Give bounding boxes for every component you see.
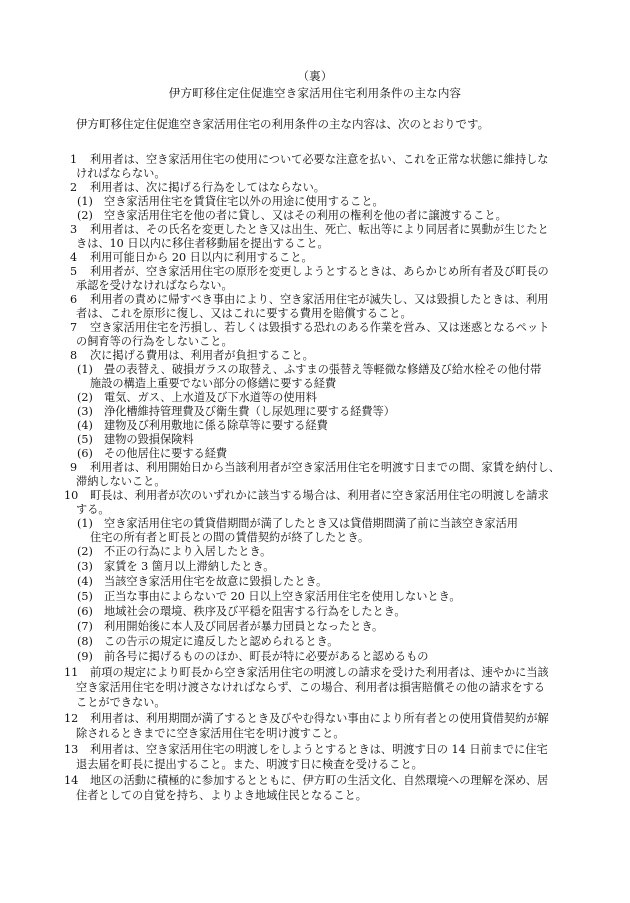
item-12-line-1: 利用者は、利用期間が満了するとき及びやむ得ない事由により所有者との使用貸借契約が解 (90, 712, 549, 725)
item-8-6-number: (6) (77, 447, 93, 460)
item-2-1-line-1: 空き家活用住宅を賃貸住宅以外の用途に使用すること。 (104, 195, 384, 208)
item-4-number: 4 (70, 251, 78, 264)
item-10-7-number: (7) (77, 620, 93, 633)
item-10-5-line-1: 正当な事由によらないで 20 日以上空き家活用住宅を使用しないとき。 (104, 590, 461, 603)
item-2-2-number: (2) (77, 209, 93, 222)
item-10-2-line-1: 不正の行為により入居したとき。 (104, 545, 272, 558)
item-11-line-2: 空き家活用住宅を明け渡さなければならず、この場合、利用者は損害賠償その他の請求をする (76, 681, 545, 694)
item-11-number: 11 (64, 666, 79, 679)
item-8-number: 8 (70, 349, 78, 362)
item-9-number: 9 (70, 461, 78, 474)
item-2-1-number: (1) (77, 195, 93, 208)
item-10-4-line-1: 当該空き家活用住宅を故意に毀損したとき。 (104, 575, 328, 588)
item-10-7-line-1: 利用開始後に本人及び同居者が暴力団員となったとき。 (104, 620, 384, 633)
item-8-4-number: (4) (77, 419, 93, 432)
item-5-number: 5 (70, 265, 78, 278)
back-side-label: （裏） (297, 69, 333, 83)
item-8-2-number: (2) (77, 391, 93, 404)
item-8-5-number: (5) (77, 433, 93, 446)
item-8-line-1: 次に掲げる費用は、利用者が負担すること。 (90, 349, 314, 362)
item-3-line-2: きは、10 日以内に移住者移動届を提出すること。 (76, 237, 329, 250)
item-10-1-line-2: 住宅の所有者と町長との間の賃借契約が終了したとき。 (90, 531, 370, 544)
item-11-line-1: 前項の規定により町長から空き家活用住宅の明渡しの請求を受けた利用者は、速やかに当該 (90, 666, 549, 679)
item-10-3-number: (3) (77, 560, 93, 573)
item-12-line-2: 除されるときまでに空き家活用住宅を明け渡すこと。 (76, 727, 345, 740)
item-1-line-1: 利用者は、空き家活用住宅の使用について必要な注意を払い、これを正常な状態に維持しな (90, 153, 549, 166)
page-title: 伊方町移住定住促進空き家活用住宅利用条件の主な内容 (168, 86, 462, 100)
item-8-5-line-1: 建物の毀損保険料 (104, 433, 194, 446)
item-10-8-number: (8) (77, 635, 93, 648)
item-8-1-line-2: 施設の構造上重要でない部分の修繕に要する経費 (90, 377, 337, 390)
item-1-number: 1 (70, 153, 78, 166)
item-10-number: 10 (64, 489, 79, 502)
item-14-line-2: 住者としての自覚を持ち、よりよき地域住民となること。 (76, 789, 367, 802)
item-2-2-line-1: 空き家活用住宅を他の者に貸し、又はその利用の権利を他の者に譲渡すること。 (104, 209, 507, 222)
item-3-number: 3 (70, 223, 78, 236)
item-10-line-1: 町長は、利用者が次のいずれかに該当する場合は、利用者に空き家活用住宅の明渡しを請求 (90, 489, 549, 502)
item-8-3-number: (3) (77, 405, 93, 418)
item-3-line-1: 利用者は、その氏名を変更したとき又は出生、死亡、転出等により同居者に異動が生じたと (90, 223, 549, 236)
item-12-number: 12 (64, 712, 79, 725)
item-10-2-number: (2) (77, 545, 93, 558)
item-11-line-3: ことができない。 (76, 696, 166, 709)
item-7-line-1: 空き家活用住宅を汚損し、若しくは毀損する恐れのある作業を営み、又は迷惑となるペット (90, 321, 550, 334)
item-14-line-1: 地区の活動に積極的に参加するとともに、伊方町の生活文化、自然環境への理解を深め、居 (90, 774, 549, 787)
item-1-line-2: ければならない。 (76, 167, 166, 180)
intro-paragraph: 伊方町移住定住促進空き家活用住宅の利用条件の主な内容は、次のとおりです。 (76, 117, 490, 131)
item-13-line-2: 退去届を町長に提出すること。また、明渡す日に検査を受けること。 (76, 758, 423, 771)
item-7-number: 7 (70, 321, 78, 334)
item-10-8-line-1: この告示の規定に違反したと認められるとき。 (104, 635, 339, 648)
item-8-6-line-1: その他居住に要する経費 (104, 447, 228, 460)
item-10-3-line-1: 家賃を 3 箇月以上滞納したとき。 (104, 560, 275, 573)
item-5-line-2: 承認を受けなければならない。 (76, 279, 233, 292)
item-10-5-number: (5) (77, 590, 93, 603)
item-13-number: 13 (64, 743, 79, 756)
item-13-line-1: 利用者は、空き家活用住宅の明渡しをしようとするときは、明渡す日の 14 日前までに住宅 (90, 743, 548, 756)
item-10-4-number: (4) (77, 575, 93, 588)
item-9-line-1: 利用者は、利用開始日から当該利用者が空き家活用住宅を明渡す日までの間、家賃を納付し、 (90, 461, 560, 474)
item-6-line-2: 者は、これを原形に復し、又はこれに要する費用を賠償すること。 (76, 307, 412, 320)
item-8-4-line-1: 建物及び利用敷地に係る除草等に要する経費 (104, 419, 328, 432)
item-14-number: 14 (64, 774, 79, 787)
item-8-1-number: (1) (77, 363, 93, 376)
item-10-6-number: (6) (77, 605, 93, 618)
item-6-number: 6 (70, 293, 78, 306)
item-10-6-line-1: 地域社会の環境、秩序及び平穏を阻害する行為をしたとき。 (104, 605, 406, 618)
item-6-line-1: 利用者の責めに帰すべき事由により、空き家活用住宅が滅失し、又は毀損したときは、利用 (90, 293, 549, 306)
item-10-9-number: (9) (77, 650, 93, 663)
item-5-line-1: 利用者が、空き家活用住宅の原形を変更しようとするときは、あらかじめ所有者及び町長の (90, 265, 549, 278)
item-4-line-1: 利用可能日から 20 日以内に利用すること。 (90, 251, 313, 264)
item-8-3-line-1: 浄化槽維持管理費及び衛生費（し尿処理に要する経費等） (104, 405, 395, 418)
item-2-line-1: 利用者は、次に掲げる行為をしてはならない。 (90, 181, 325, 194)
item-8-2-line-1: 電気、ガス、上水道及び下水道等の使用料 (104, 391, 317, 404)
item-10-1-number: (1) (77, 517, 93, 530)
item-8-1-line-1: 畳の表替え、破損ガラスの取替え、ふすまの張替え等軽微な修繕及び給水栓その他付帯 (104, 363, 542, 376)
item-10-9-line-1: 前各号に掲げるもののほか、町長が特に必要があると認めるもの (104, 650, 429, 663)
item-10-line-2: する。 (76, 503, 110, 516)
item-7-line-2: の飼育等の行為をしないこと。 (76, 335, 233, 348)
item-10-1-line-1: 空き家活用住宅の賃貸借期間が満了したとき又は貸借期間満了前に当該空き家活用 (104, 517, 518, 530)
item-9-line-2: 滞納しないこと。 (76, 475, 166, 488)
item-2-number: 2 (70, 181, 78, 194)
